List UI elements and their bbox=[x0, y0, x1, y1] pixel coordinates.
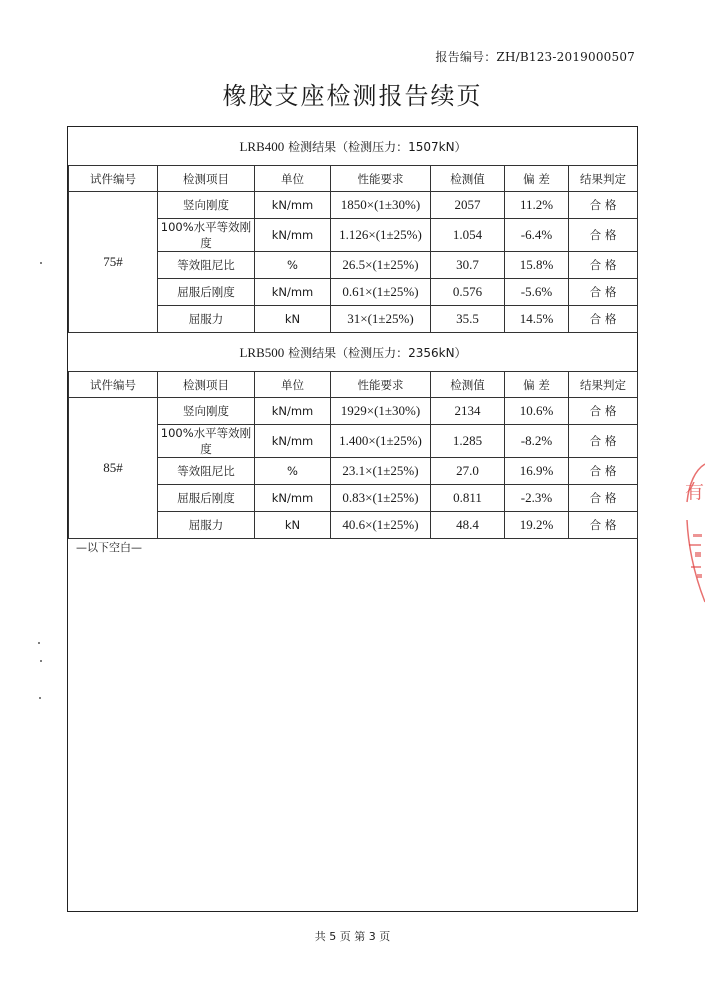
result-cell: 合 格 bbox=[569, 279, 638, 306]
seal-stamp-fragment bbox=[679, 462, 705, 612]
scan-speck bbox=[39, 697, 41, 699]
unit-cell: % bbox=[255, 252, 331, 279]
results-table bbox=[68, 127, 638, 539]
requirement-cell: 0.83×(1±25%) bbox=[331, 485, 431, 512]
requirement-cell: 23.1×(1±25%) bbox=[331, 458, 431, 485]
deviation-cell: 11.2% bbox=[505, 192, 569, 219]
unit-cell: kN/mm bbox=[255, 192, 331, 219]
value-cell: 2057 bbox=[431, 192, 505, 219]
test-item: 竖向刚度 bbox=[158, 192, 255, 219]
requirement-cell: 1.400×(1±25%) bbox=[331, 425, 431, 458]
section-title-row bbox=[69, 333, 638, 372]
value-cell: 1.054 bbox=[431, 219, 505, 252]
deviation-cell: 19.2% bbox=[505, 512, 569, 539]
specimen-id: 85# bbox=[69, 398, 158, 539]
report-frame bbox=[67, 126, 638, 912]
column-header: 性能要求 bbox=[331, 166, 431, 192]
table-header-row bbox=[69, 372, 638, 398]
deviation-cell: -8.2% bbox=[505, 425, 569, 458]
deviation-cell: 10.6% bbox=[505, 398, 569, 425]
test-item: 等效阻尼比 bbox=[158, 458, 255, 485]
deviation-cell: -5.6% bbox=[505, 279, 569, 306]
result-cell: 合 格 bbox=[569, 512, 638, 539]
section-title: LRB400 检测结果（检测压力：1507kN） bbox=[69, 127, 638, 166]
value-cell: 48.4 bbox=[431, 512, 505, 539]
requirement-cell: 26.5×(1±25%) bbox=[331, 252, 431, 279]
scan-speck bbox=[40, 262, 42, 264]
section-title: LRB500 检测结果（检测压力：2356kN） bbox=[69, 333, 638, 372]
test-item: 屈服力 bbox=[158, 306, 255, 333]
column-header: 偏 差 bbox=[505, 372, 569, 398]
result-cell: 合 格 bbox=[569, 306, 638, 333]
value-cell: 0.576 bbox=[431, 279, 505, 306]
unit-cell: kN/mm bbox=[255, 279, 331, 306]
result-cell: 合 格 bbox=[569, 252, 638, 279]
specimen-id: 75# bbox=[69, 192, 158, 333]
unit-cell: kN/mm bbox=[255, 219, 331, 252]
column-header: 单位 bbox=[255, 372, 331, 398]
report-number: 报告编号：ZH/B123-2019000507 bbox=[435, 50, 635, 64]
column-header: 检测值 bbox=[431, 166, 505, 192]
deviation-cell: -6.4% bbox=[505, 219, 569, 252]
column-header: 检测项目 bbox=[158, 166, 255, 192]
column-header: 结果判定 bbox=[569, 166, 638, 192]
requirement-cell: 0.61×(1±25%) bbox=[331, 279, 431, 306]
column-header: 偏 差 bbox=[505, 166, 569, 192]
column-header: 检测值 bbox=[431, 372, 505, 398]
unit-cell: kN bbox=[255, 512, 331, 539]
deviation-cell: -2.3% bbox=[505, 485, 569, 512]
result-cell: 合 格 bbox=[569, 398, 638, 425]
deviation-cell: 16.9% bbox=[505, 458, 569, 485]
requirement-cell: 1.126×(1±25%) bbox=[331, 219, 431, 252]
page-title: 橡胶支座检测报告续页 bbox=[222, 82, 483, 110]
column-header: 结果判定 bbox=[569, 372, 638, 398]
column-header: 试件编号 bbox=[69, 166, 158, 192]
unit-cell: kN/mm bbox=[255, 425, 331, 458]
unit-cell: kN/mm bbox=[255, 398, 331, 425]
column-header: 单位 bbox=[255, 166, 331, 192]
result-cell: 合 格 bbox=[569, 458, 638, 485]
seal-stamp-glyph: 有 bbox=[685, 481, 705, 503]
result-cell: 合 格 bbox=[569, 485, 638, 512]
section-title-row bbox=[69, 127, 638, 166]
deviation-cell: 15.8% bbox=[505, 252, 569, 279]
value-cell: 0.811 bbox=[431, 485, 505, 512]
blank-below-note: —以下空白— bbox=[76, 541, 142, 554]
test-item: 竖向刚度 bbox=[158, 398, 255, 425]
test-item: 屈服后刚度 bbox=[158, 279, 255, 306]
unit-cell: kN bbox=[255, 306, 331, 333]
scan-speck bbox=[38, 642, 40, 644]
scan-speck bbox=[40, 660, 42, 662]
deviation-cell: 14.5% bbox=[505, 306, 569, 333]
column-header: 试件编号 bbox=[69, 372, 158, 398]
page-footer: 共 5 页 第 3 页 bbox=[314, 930, 391, 943]
value-cell: 1.285 bbox=[431, 425, 505, 458]
test-item: 屈服后刚度 bbox=[158, 485, 255, 512]
result-cell: 合 格 bbox=[569, 192, 638, 219]
value-cell: 30.7 bbox=[431, 252, 505, 279]
test-item: 100%水平等效刚度 bbox=[158, 425, 255, 458]
table-row bbox=[69, 192, 638, 219]
test-item: 等效阻尼比 bbox=[158, 252, 255, 279]
requirement-cell: 1850×(1±30%) bbox=[331, 192, 431, 219]
unit-cell: kN/mm bbox=[255, 485, 331, 512]
column-header: 检测项目 bbox=[158, 372, 255, 398]
requirement-cell: 40.6×(1±25%) bbox=[331, 512, 431, 539]
value-cell: 35.5 bbox=[431, 306, 505, 333]
result-cell: 合 格 bbox=[569, 219, 638, 252]
test-item: 100%水平等效刚度 bbox=[158, 219, 255, 252]
value-cell: 27.0 bbox=[431, 458, 505, 485]
column-header: 性能要求 bbox=[331, 372, 431, 398]
result-cell: 合 格 bbox=[569, 425, 638, 458]
test-item: 屈服力 bbox=[158, 512, 255, 539]
value-cell: 2134 bbox=[431, 398, 505, 425]
requirement-cell: 31×(1±25%) bbox=[331, 306, 431, 333]
requirement-cell: 1929×(1±30%) bbox=[331, 398, 431, 425]
table-row bbox=[69, 398, 638, 425]
table-header-row bbox=[69, 166, 638, 192]
unit-cell: % bbox=[255, 458, 331, 485]
